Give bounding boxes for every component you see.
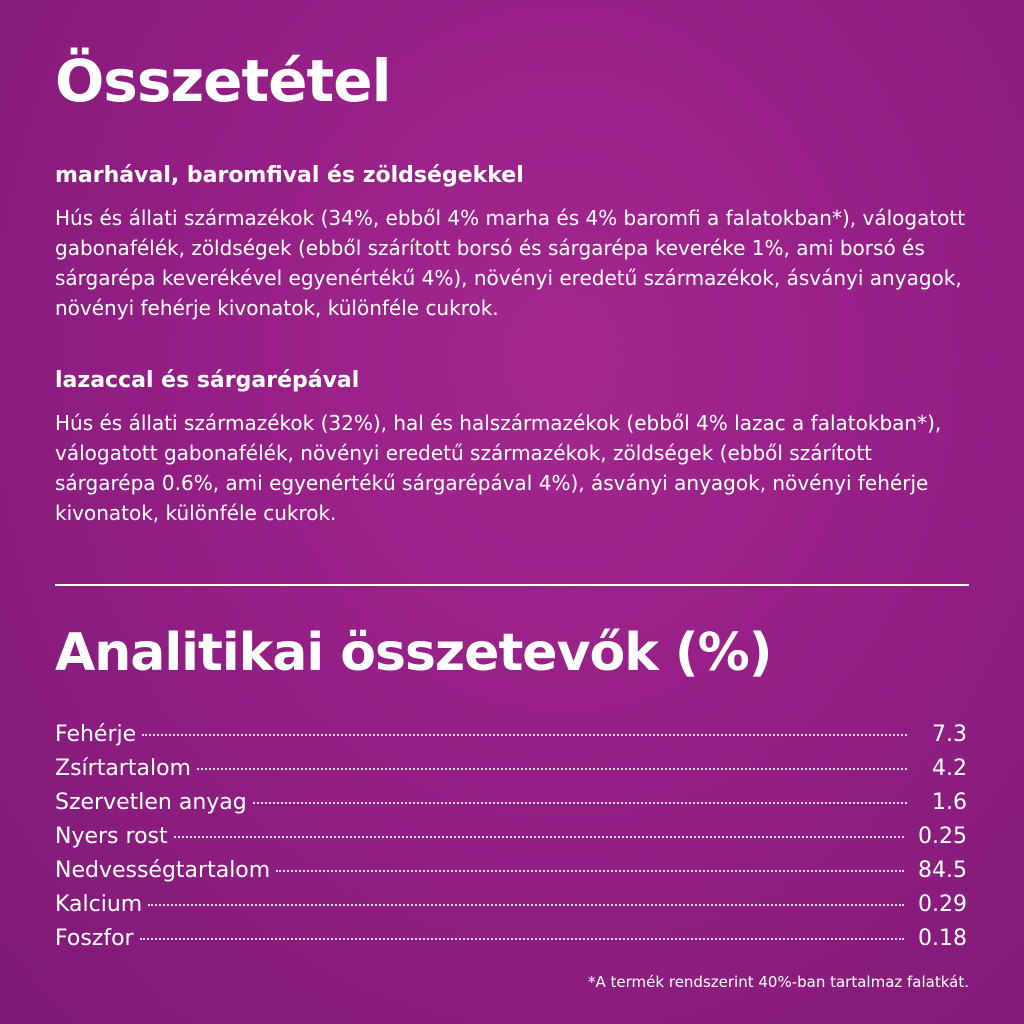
row-label: Foszfor <box>55 926 134 951</box>
analytics-row-fiber <box>55 820 967 854</box>
dot-leader <box>148 904 904 906</box>
dot-leader <box>276 870 904 872</box>
analytics-title: Analitikai összetevők (%) <box>55 623 772 683</box>
divider <box>55 584 969 586</box>
dot-leader <box>174 836 904 838</box>
row-label: Szervetlen anyag <box>55 790 247 815</box>
analytics-row-fat <box>55 752 967 786</box>
row-label: Zsírtartalom <box>55 756 191 781</box>
row-value: 1.6 <box>932 790 967 815</box>
analytics-row-moisture <box>55 854 967 888</box>
row-label: Nedvességtartalom <box>55 858 271 883</box>
row-value: 0.29 <box>918 892 967 917</box>
section-text: Hús és állati származékok (34%, ebből 4% marha és 4% baromfi a falatokban*), válogatott gabonafélék, zöldségek (ebből szárított borsó és sárgarépa keveréke 1%, ami borsó és sárgarépa keverékével egyenértékű 4%), növényi eredetű származékok, ásványi anyagok, növényi fehérje kivonatok, különféle cukrok. <box>55 206 966 321</box>
analytics-row-phosphorus <box>55 922 967 956</box>
analytics-row-ash <box>55 786 967 820</box>
composition-section-beef <box>55 163 969 323</box>
dot-leader <box>197 768 907 770</box>
row-label: Nyers rost <box>55 824 168 849</box>
composition-section-salmon <box>55 368 969 528</box>
row-value: 0.18 <box>918 926 967 951</box>
row-value: 4.2 <box>932 756 967 781</box>
analytics-row-calcium <box>55 888 967 922</box>
row-label: Kalcium <box>55 892 143 917</box>
row-label: Fehérje <box>55 722 137 747</box>
row-value: 0.25 <box>918 824 967 849</box>
analytics-row-protein <box>55 718 967 752</box>
composition-title: Összetétel <box>55 47 391 115</box>
row-value: 7.3 <box>932 722 967 747</box>
dot-leader <box>142 734 907 736</box>
section-heading: lazaccal és sárgarépával <box>55 368 360 393</box>
row-value: 84.5 <box>918 858 967 883</box>
footnote: *A termék rendszerint 40%-ban tartalmaz falatkát. <box>588 973 969 991</box>
analytics-table <box>55 718 967 956</box>
section-text: Hús és állati származékok (32%), hal és halszármazékok (ebből 4% lazac a falatokban*), válogatott gabonafélék, növényi eredetű származékok, zöldségek (ebből szárított sárgarépa 0.6%, ami egyenértékű sárgarépával 4%), ásványi anyagok, növényi fehérje kivonatok, különféle cukrok. <box>55 411 942 526</box>
dot-leader <box>253 802 907 804</box>
dot-leader <box>140 938 904 940</box>
section-heading: marhával, baromfival és zöldségekkel <box>55 163 524 188</box>
